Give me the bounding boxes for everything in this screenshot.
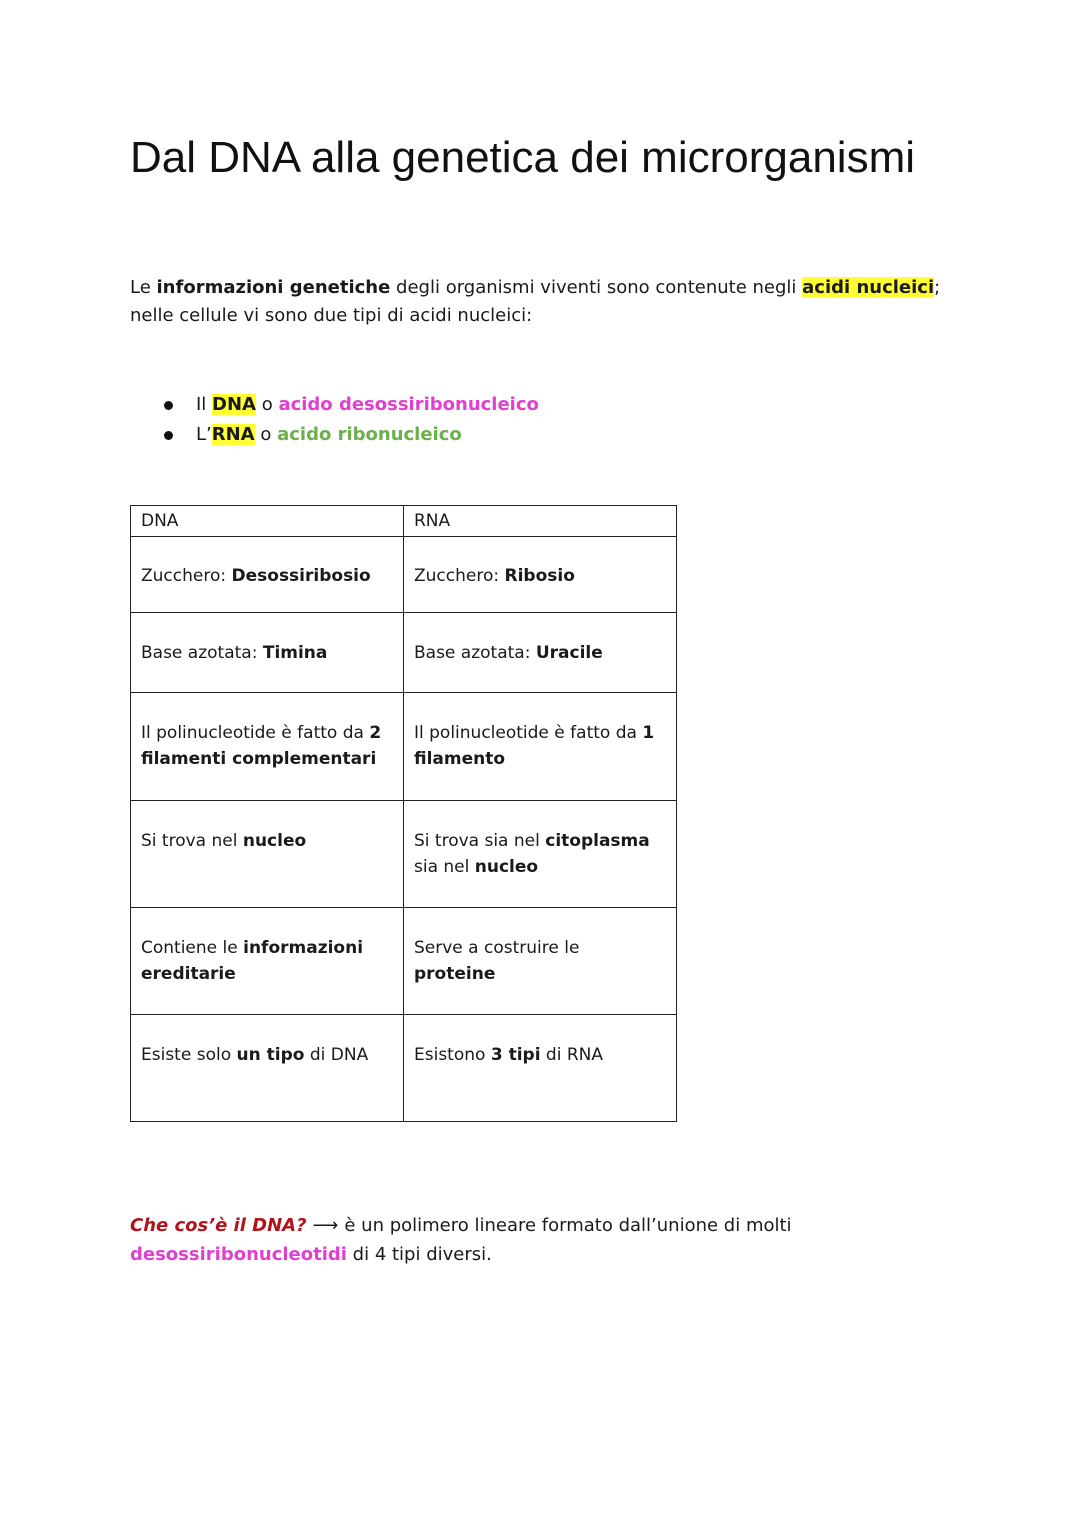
table-cell-dna xyxy=(131,693,404,801)
table-row xyxy=(131,801,677,908)
cell-bold: proteine xyxy=(414,964,496,984)
answer-text: è un polimero lineare formato dall’unione di molti xyxy=(344,1215,792,1236)
question-text: Che cos’è il DNA? xyxy=(130,1215,307,1236)
answer-text: di 4 tipi diversi. xyxy=(346,1244,492,1265)
table-cell-dna xyxy=(131,613,404,693)
list-item-highlight: RNA xyxy=(211,424,255,445)
intro-highlight-term: acidi nucleici xyxy=(802,277,935,298)
table-cell-dna xyxy=(131,801,404,908)
table-row xyxy=(131,908,677,1015)
cell-text: Il polinucleotide è fatto da xyxy=(414,723,643,743)
table-header-dna: DNA xyxy=(131,506,404,537)
table-cell-rna xyxy=(404,693,677,801)
cell-text: Zucchero: xyxy=(141,566,232,586)
answer-term: desossiribonucleotidi xyxy=(130,1244,347,1265)
table-row xyxy=(131,613,677,693)
cell-text: Si trova sia nel xyxy=(414,831,546,851)
table-row xyxy=(131,1015,677,1122)
table-row xyxy=(131,693,677,801)
list-item-prefix: Il xyxy=(196,394,213,415)
question-answer-paragraph xyxy=(130,1211,950,1269)
page-title: Dal DNA alla genetica dei microrganismi xyxy=(130,133,915,182)
cell-bold: nucleo xyxy=(474,857,539,877)
cell-bold: Uracile xyxy=(535,643,603,663)
list-item-prefix: L’ xyxy=(196,424,212,445)
intro-text: ; nelle cellule vi sono due tipi di acidi nucleici: xyxy=(130,277,941,326)
cell-text: Zucchero: xyxy=(414,566,505,586)
list-item-mid: o xyxy=(254,424,278,445)
cell-text: Base azotata: xyxy=(141,643,263,663)
table-cell-rna xyxy=(404,613,677,693)
cell-text: sia nel xyxy=(414,857,475,877)
table-cell-dna xyxy=(131,537,404,613)
table-header-rna: RNA xyxy=(404,506,677,537)
cell-bold: informazioni ereditarie xyxy=(141,938,364,984)
comparison-table xyxy=(130,505,677,1122)
cell-text: Base azotata: xyxy=(414,643,536,663)
cell-text: Il polinucleotide è fatto da xyxy=(141,723,370,743)
list-item-highlight: DNA xyxy=(212,394,256,415)
table-row xyxy=(131,537,677,613)
bullet-icon xyxy=(164,401,173,410)
cell-text: Serve a costruire le xyxy=(414,938,580,958)
cell-bold: 3 tipi xyxy=(490,1045,541,1065)
cell-bold: Desossiribosio xyxy=(231,566,371,586)
cell-text: Esiste solo xyxy=(141,1045,237,1065)
cell-text: di DNA xyxy=(304,1045,369,1065)
cell-text: Si trova nel xyxy=(141,831,243,851)
right-arrow-icon: ⟶ xyxy=(312,1215,339,1236)
cell-text: di RNA xyxy=(540,1045,604,1065)
cell-bold: un tipo xyxy=(236,1045,305,1065)
table-cell-rna xyxy=(404,908,677,1015)
cell-bold: citoplasma xyxy=(545,831,650,851)
intro-text: degli organismi viventi sono contenute negli xyxy=(390,277,803,298)
cell-bold: 2 filamenti complementari xyxy=(141,723,382,769)
table-cell-dna xyxy=(131,1015,404,1122)
list-item xyxy=(158,390,539,420)
table-cell-rna xyxy=(404,1015,677,1122)
intro-bold-term: informazioni genetiche xyxy=(156,277,391,298)
cell-text: Contiene le xyxy=(141,938,244,958)
list-item-mid: o xyxy=(255,394,279,415)
bullet-icon xyxy=(164,431,173,440)
cell-bold: Timina xyxy=(262,643,328,663)
list-item xyxy=(158,420,539,450)
cell-bold: Ribosio xyxy=(504,566,575,586)
table-cell-rna xyxy=(404,801,677,908)
nucleic-acid-list xyxy=(158,390,539,450)
list-item-colored-term: acido desossiribonucleico xyxy=(278,394,539,415)
cell-bold: 1 filamento xyxy=(414,723,655,769)
list-item-colored-term: acido ribonucleico xyxy=(277,424,462,445)
table-header-row xyxy=(131,506,677,537)
intro-paragraph xyxy=(130,274,960,330)
table-cell-dna xyxy=(131,908,404,1015)
cell-bold: nucleo xyxy=(242,831,307,851)
table-cell-rna xyxy=(404,537,677,613)
cell-text: Esistono xyxy=(414,1045,491,1065)
intro-text: Le xyxy=(130,277,157,298)
